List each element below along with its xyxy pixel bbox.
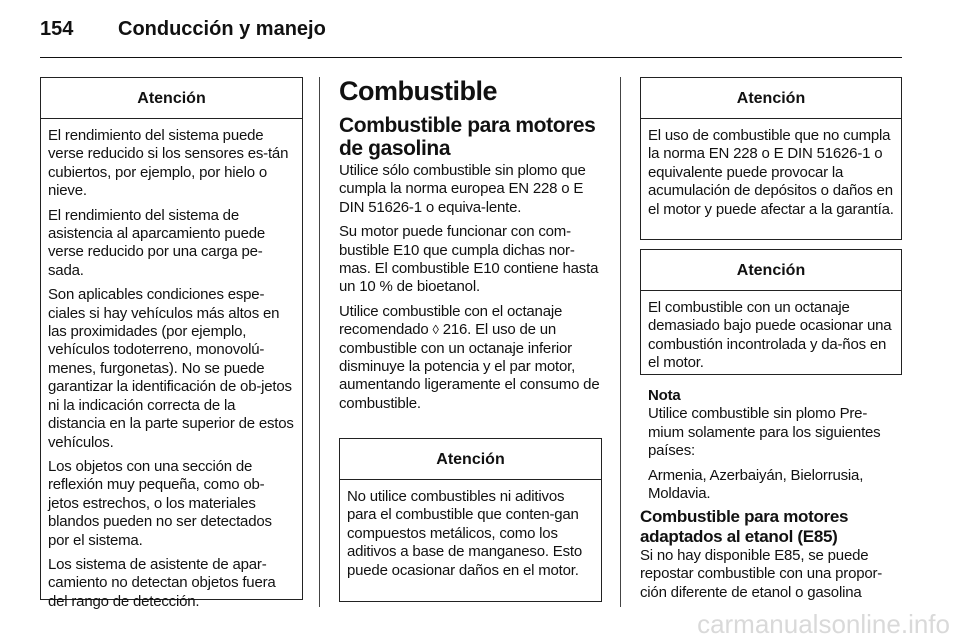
warning-body: El uso de combustible que no cumpla la norma EN 228 o E DIN 51626-1 o equivalente puede provocar la acumulación de depósitos o daños en el motor y puede afectar a la garantía. (648, 127, 894, 218)
warning-heading: Atención (736, 90, 806, 107)
subsection-title-e85: Combustible para motores adaptados al etanol (E85) (640, 507, 849, 546)
warning-paragraph: Los objetos con una sección de reflexión muy pequeña, como ob-jetos estrechos, o los materiales blandos pueden no ser detectados por el sistema. (48, 457, 272, 549)
body-paragraph: Utilice sólo combustible sin plomo que cumpla la norma europea EN 228 o E DIN 51626-1 o equiva-lente. (339, 162, 586, 216)
warning-paragraph: Los sistema de asistente de apar-camiento no detectan objetos fuera del rango de detección. (48, 555, 276, 610)
body-paragraph: Si no hay disponible E85, se puede repostar combustible con una propor-ción diferente de etanol o gasolina (640, 547, 883, 601)
page-reference-arrow-icon: ◊ (432, 322, 439, 338)
warning-heading: Atención (436, 451, 505, 468)
warning-paragraph: Son aplicables condiciones espe-ciales si hay vehículos más altos en las proximidades (por ejemplo, vehículos todoterreno, monovolú-menes, furgonetas). No se puede garantizar la identificación de ob-jetos ni la indicación correcta de la distancia en la parte superior de estos vehículos. (48, 286, 294, 451)
warning-heading: Atención (736, 262, 806, 279)
warning-box-additives (339, 438, 602, 602)
note-title: Nota (648, 387, 681, 404)
watermark: carmanualsonline.info (697, 609, 950, 639)
warning-box-standard (640, 77, 902, 240)
chapter-title: Conducción y manejo (118, 18, 326, 40)
column-fuel (339, 76, 604, 419)
warning-paragraph: El rendimiento del sistema de asistencia al aparcamiento puede verse reducido por una carga pe-sada. (48, 206, 266, 279)
header-rule (40, 57, 902, 58)
warning-body (41, 119, 302, 619)
note-block (640, 387, 902, 509)
note (640, 387, 902, 503)
page-reference-link[interactable]: 216 (442, 321, 468, 339)
subsection-title: Combustible para motores de gasolina (339, 114, 596, 160)
body-paragraph: Su motor puede funcionar con com-bustible E10 que cumpla dichas nor-mas. El combustible E10 contiene hasta un 10 % de bioetanol. (339, 223, 599, 296)
warning-body: No utilice combustibles ni aditivos para el combustible que conten-gan compuestos metálicos, como los aditivos a base de manganeso. Esto puede ocasionar daños en el motor. (347, 488, 583, 579)
section-title: Combustible (339, 76, 498, 106)
note-text: Utilice combustible sin plomo Pre-mium solamente para los siguientes países: (648, 405, 881, 460)
page-number: 154 (40, 18, 74, 40)
e85-section (640, 507, 902, 602)
column-divider-2 (620, 77, 621, 607)
column-divider-1 (319, 77, 320, 607)
warning-heading: Atención (137, 90, 206, 107)
body-text: . El uso de un combustible con un octanaje inferior disminuye la potencia y el par motor, aumentando ligeramente el consumo de combustible. (339, 321, 600, 412)
body-text: Utilice combustible con el octanaje recomendado (339, 302, 563, 339)
body-paragraph (339, 303, 604, 413)
note-text: Armenia, Azerbaiyán, Bielorrusia, Moldavia. (648, 466, 864, 503)
warning-box-octane (640, 249, 902, 375)
warning-paragraph: El rendimiento del sistema puede verse reducido si los sensores es-tán cubiertos, por ejemplo, por hielo o nieve. (48, 127, 289, 200)
warning-box-parking-sensors (40, 77, 303, 610)
warning-body: El combustible con un octanaje demasiado bajo puede ocasionar una combustión incontrolada y da-ños en el motor. (648, 299, 892, 372)
